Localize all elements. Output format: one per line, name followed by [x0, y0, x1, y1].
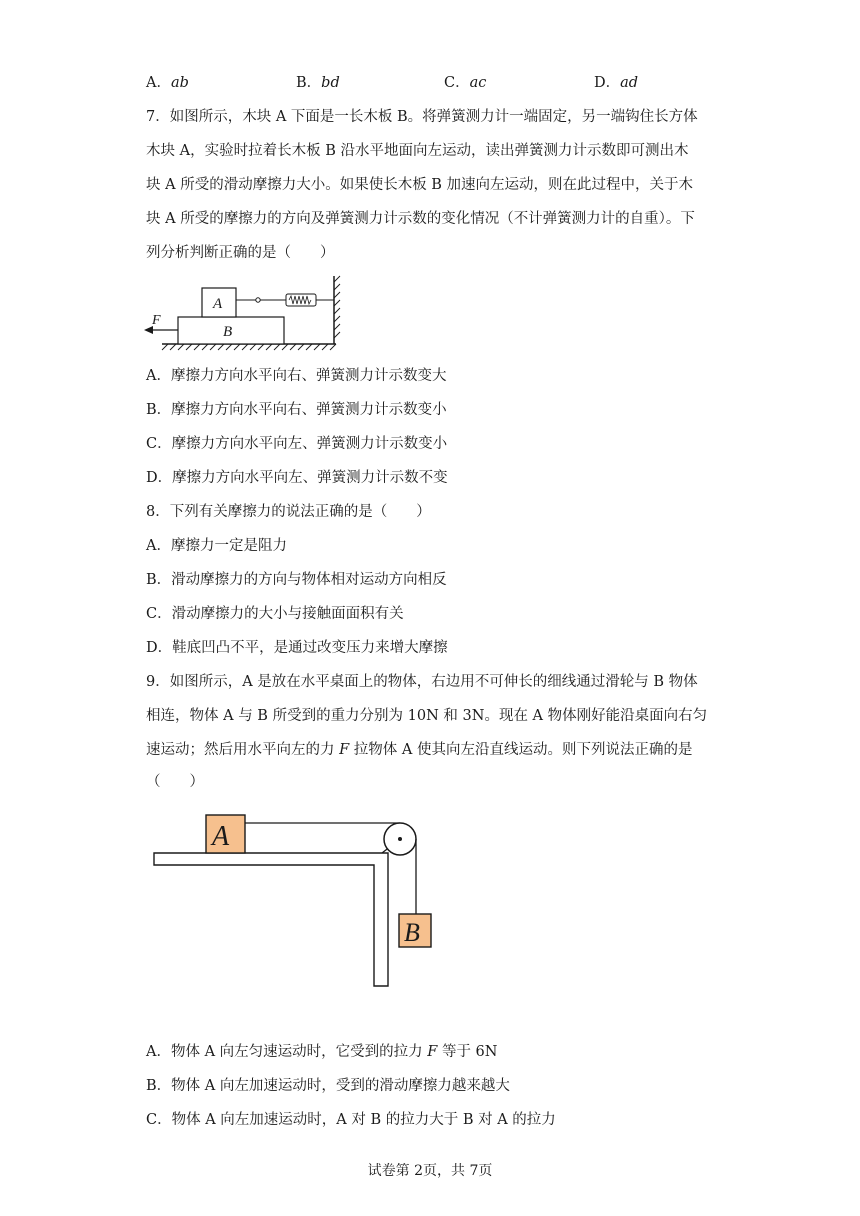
q7-stem-line-3: 块 A 所受的滑动摩擦力大小。如果使长木板 B 加速向左运动，则在此过程中，关于木 — [146, 177, 694, 193]
q7-label-b: B — [223, 324, 233, 340]
q9-option-a: A．物体 A 向左匀速运动时，它受到的拉力 F 等于 6N — [146, 1044, 498, 1060]
q8-stem: 8．下列有关摩擦力的说法正确的是（ ） — [146, 504, 431, 520]
q9-stem-line-3: 速运动；然后用水平向左的力 F 拉物体 A 使其向左沿直线运动。则下列说法正确的是 — [146, 742, 693, 758]
q7-stem-line-2: 木块 A，实验时拉着长木板 B 沿水平地面向左运动，读出弹簧测力计示数即可测出木 — [146, 143, 689, 159]
q8-option-b: B．滑动摩擦力的方向与物体相对运动方向相反 — [146, 572, 447, 588]
q7-label-f: F — [152, 313, 161, 328]
q7-option-a: A．摩擦力方向水平向右、弹簧测力计示数变大 — [146, 368, 447, 384]
prev-option-b: B．bd — [296, 75, 340, 91]
q7-label-a: A — [213, 296, 223, 312]
q7-stem-line-5: 列分析判断正确的是（ ） — [146, 245, 335, 261]
q7-option-b: B．摩擦力方向水平向右、弹簧测力计示数变小 — [146, 402, 447, 418]
q7-stem-line-4: 块 A 所受的摩擦力的方向及弹簧测力计示数的变化情况（不计弹簧测力计的自重）。下 — [146, 211, 695, 227]
q9-stem-line-1: 9．如图所示，A 是放在水平桌面上的物体，右边用不可伸长的细线通过滑轮与 B 物体 — [146, 674, 698, 690]
q9-figure — [150, 810, 440, 990]
q8-option-d: D．鞋底凹凸不平，是通过改变压力来增大摩擦 — [146, 640, 448, 656]
q9-option-c: C．物体 A 向左加速运动时，A 对 B 的拉力大于 B 对 A 的拉力 — [146, 1112, 556, 1128]
prev-option-a: A．ab — [146, 75, 189, 91]
q9-stem-line-4: （ ） — [146, 774, 204, 790]
page-footer: 试卷第 2页，共 7页 — [367, 1163, 493, 1179]
q7-option-c: C．摩擦力方向水平向左、弹簧测力计示数变小 — [146, 436, 448, 452]
q7-figure — [140, 272, 350, 356]
prev-option-d: D．ad — [594, 75, 639, 91]
prev-options-row — [146, 73, 766, 93]
q9-stem-line-2: 相连，物体 A 与 B 所受到的重力分别为 10N 和 3N。现在 A 物体刚好能沿桌面向右匀 — [146, 708, 708, 724]
q9-label-b: B — [404, 918, 420, 947]
q7-option-d: D．摩擦力方向水平向左、弹簧测力计示数不变 — [146, 470, 448, 486]
q7-stem-line-1: 7．如图所示，木块 A 下面是一长木板 B。将弹簧测力计一端固定，另一端钩住长方体 — [146, 109, 698, 125]
q8-option-c: C．滑动摩擦力的大小与接触面面积有关 — [146, 606, 404, 622]
q9-option-b: B．物体 A 向左加速运动时，受到的滑动摩擦力越来越大 — [146, 1078, 510, 1094]
q8-option-a: A．摩擦力一定是阻力 — [146, 538, 287, 554]
q9-label-a: A — [212, 821, 230, 852]
prev-option-c: C．ac — [444, 75, 487, 91]
